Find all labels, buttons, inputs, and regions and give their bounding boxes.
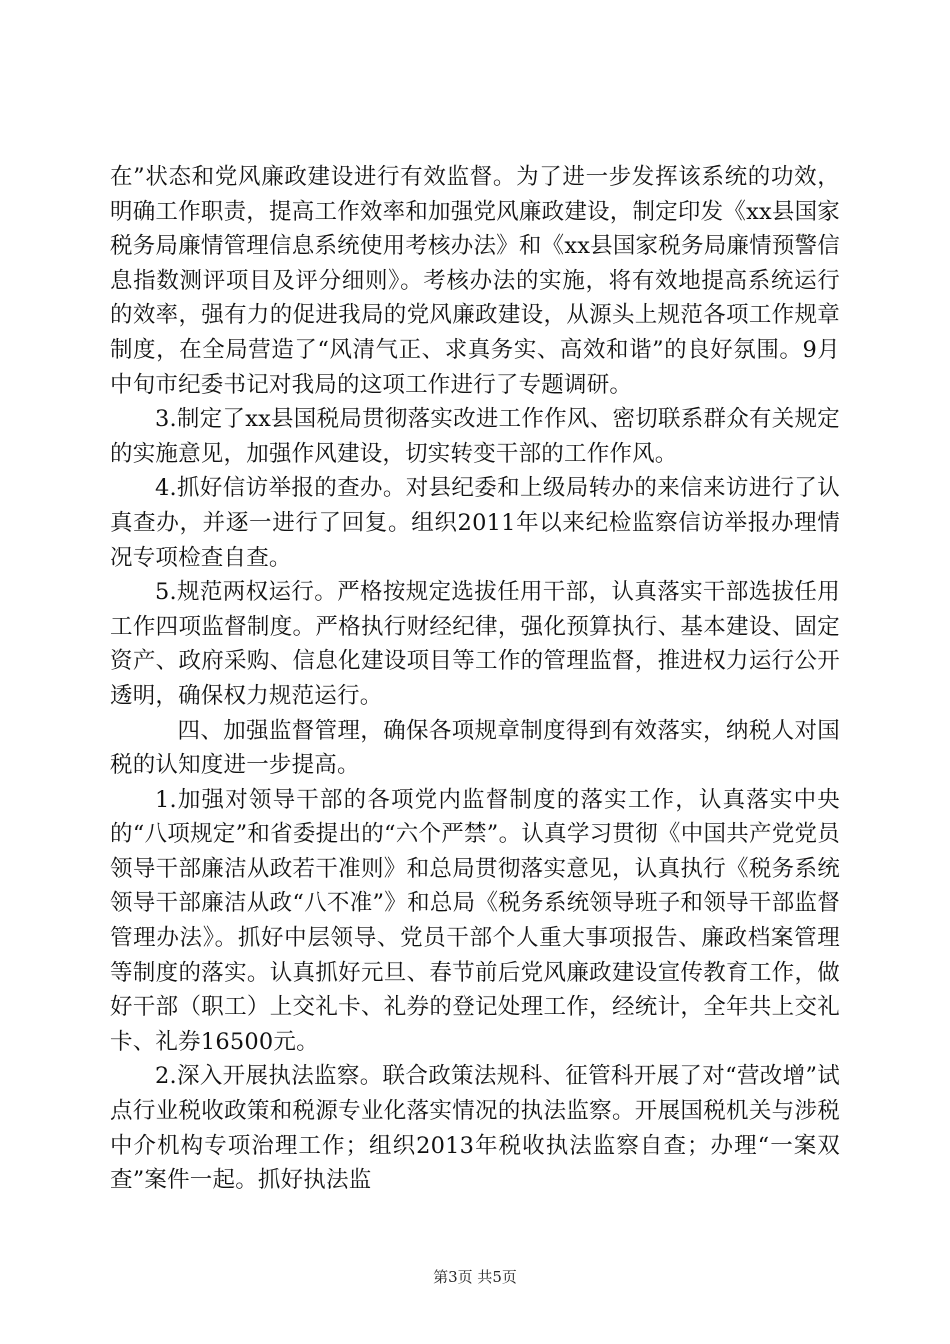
paragraph-item-4: 4.抓好信访举报的查办。对县纪委和上级局转办的来信来访进行了认真查办，并逐一进行了回复。组织2011年以来纪检监察信访举报办理情况专项检查自查。 xyxy=(110,475,840,571)
section-heading-4: 四、加强监督管理，确保各项规章制度得到有效落实，纳税人对国税的认知度进一步提高。 xyxy=(110,717,840,779)
page-number-footer: 第3页 共5页 xyxy=(433,1268,517,1286)
paragraph-section4-item-2: 2.深入开展执法监察。联合政策法规科、征管科开展了对“营改增”试点行业税收政策和税源专业化落实情况的执法监察。开展国税机关与涉税中介机构专项治理工作；组织2013年税收执法监察自查；办理“一案双查”案件一起。抓好执法监 xyxy=(110,1063,840,1194)
paragraph-item-3: 3.制定了xx县国税局贯彻落实改进工作作风、密切联系群众有关规定的实施意见，加强作风建设，切实转变干部的工作作风。 xyxy=(110,406,840,467)
paragraph-continuation: 在”状态和党风廉政建设进行有效监督。为了进一步发挥该系统的功效，明确工作职责，提高工作效率和加强党风廉政建设，制定印发《xx县国家税务局廉情管理信息系统使用考核办法》和《xx县国家税务局廉情预警信息指数测评项目及评分细则》。考核办法的实施，将有效地提高系统运行的效率，强有力的促进我局的党风廉政建设，从源头上规范各项工作规章制度，在全局营造了“风清气正、求真务实、高效和谐”的良好氛围。9月中旬市纪委书记对我局的这项工作进行了专题调研。 xyxy=(110,164,840,398)
paragraph-section4-item-1: 1.加强对领导干部的各项党内监督制度的落实工作，认真落实中央的“八项规定”和省委提出的“六个严禁”。认真学习贯彻《中国共产党党员领导干部廉洁从政若干准则》和总局贯彻落实意见，认真执行《税务系统领导干部廉洁从政“八不准”》和总局《税务系统领导班子和领导干部监督管理办法》。抓好中层领导、党员干部个人重大事项报告、廉政档案管理等制度的落实。认真抓好元旦、春节前后党风廉政建设宣传教育工作，做好干部（职工）上交礼卡、礼券的登记处理工作，经统计，全年共上交礼卡、礼券16500元。 xyxy=(110,786,840,1055)
paragraph-item-5: 5.规范两权运行。严格按规定选拔任用干部，认真落实干部选拔任用工作四项监督制度。严格执行财经纪律，强化预算执行、基本建设、固定资产、政府采购、信息化建设项目等工作的管理监督，推进权力运行公开透明，确保权力规范运行。 xyxy=(110,579,840,709)
document-body xyxy=(110,160,840,1198)
